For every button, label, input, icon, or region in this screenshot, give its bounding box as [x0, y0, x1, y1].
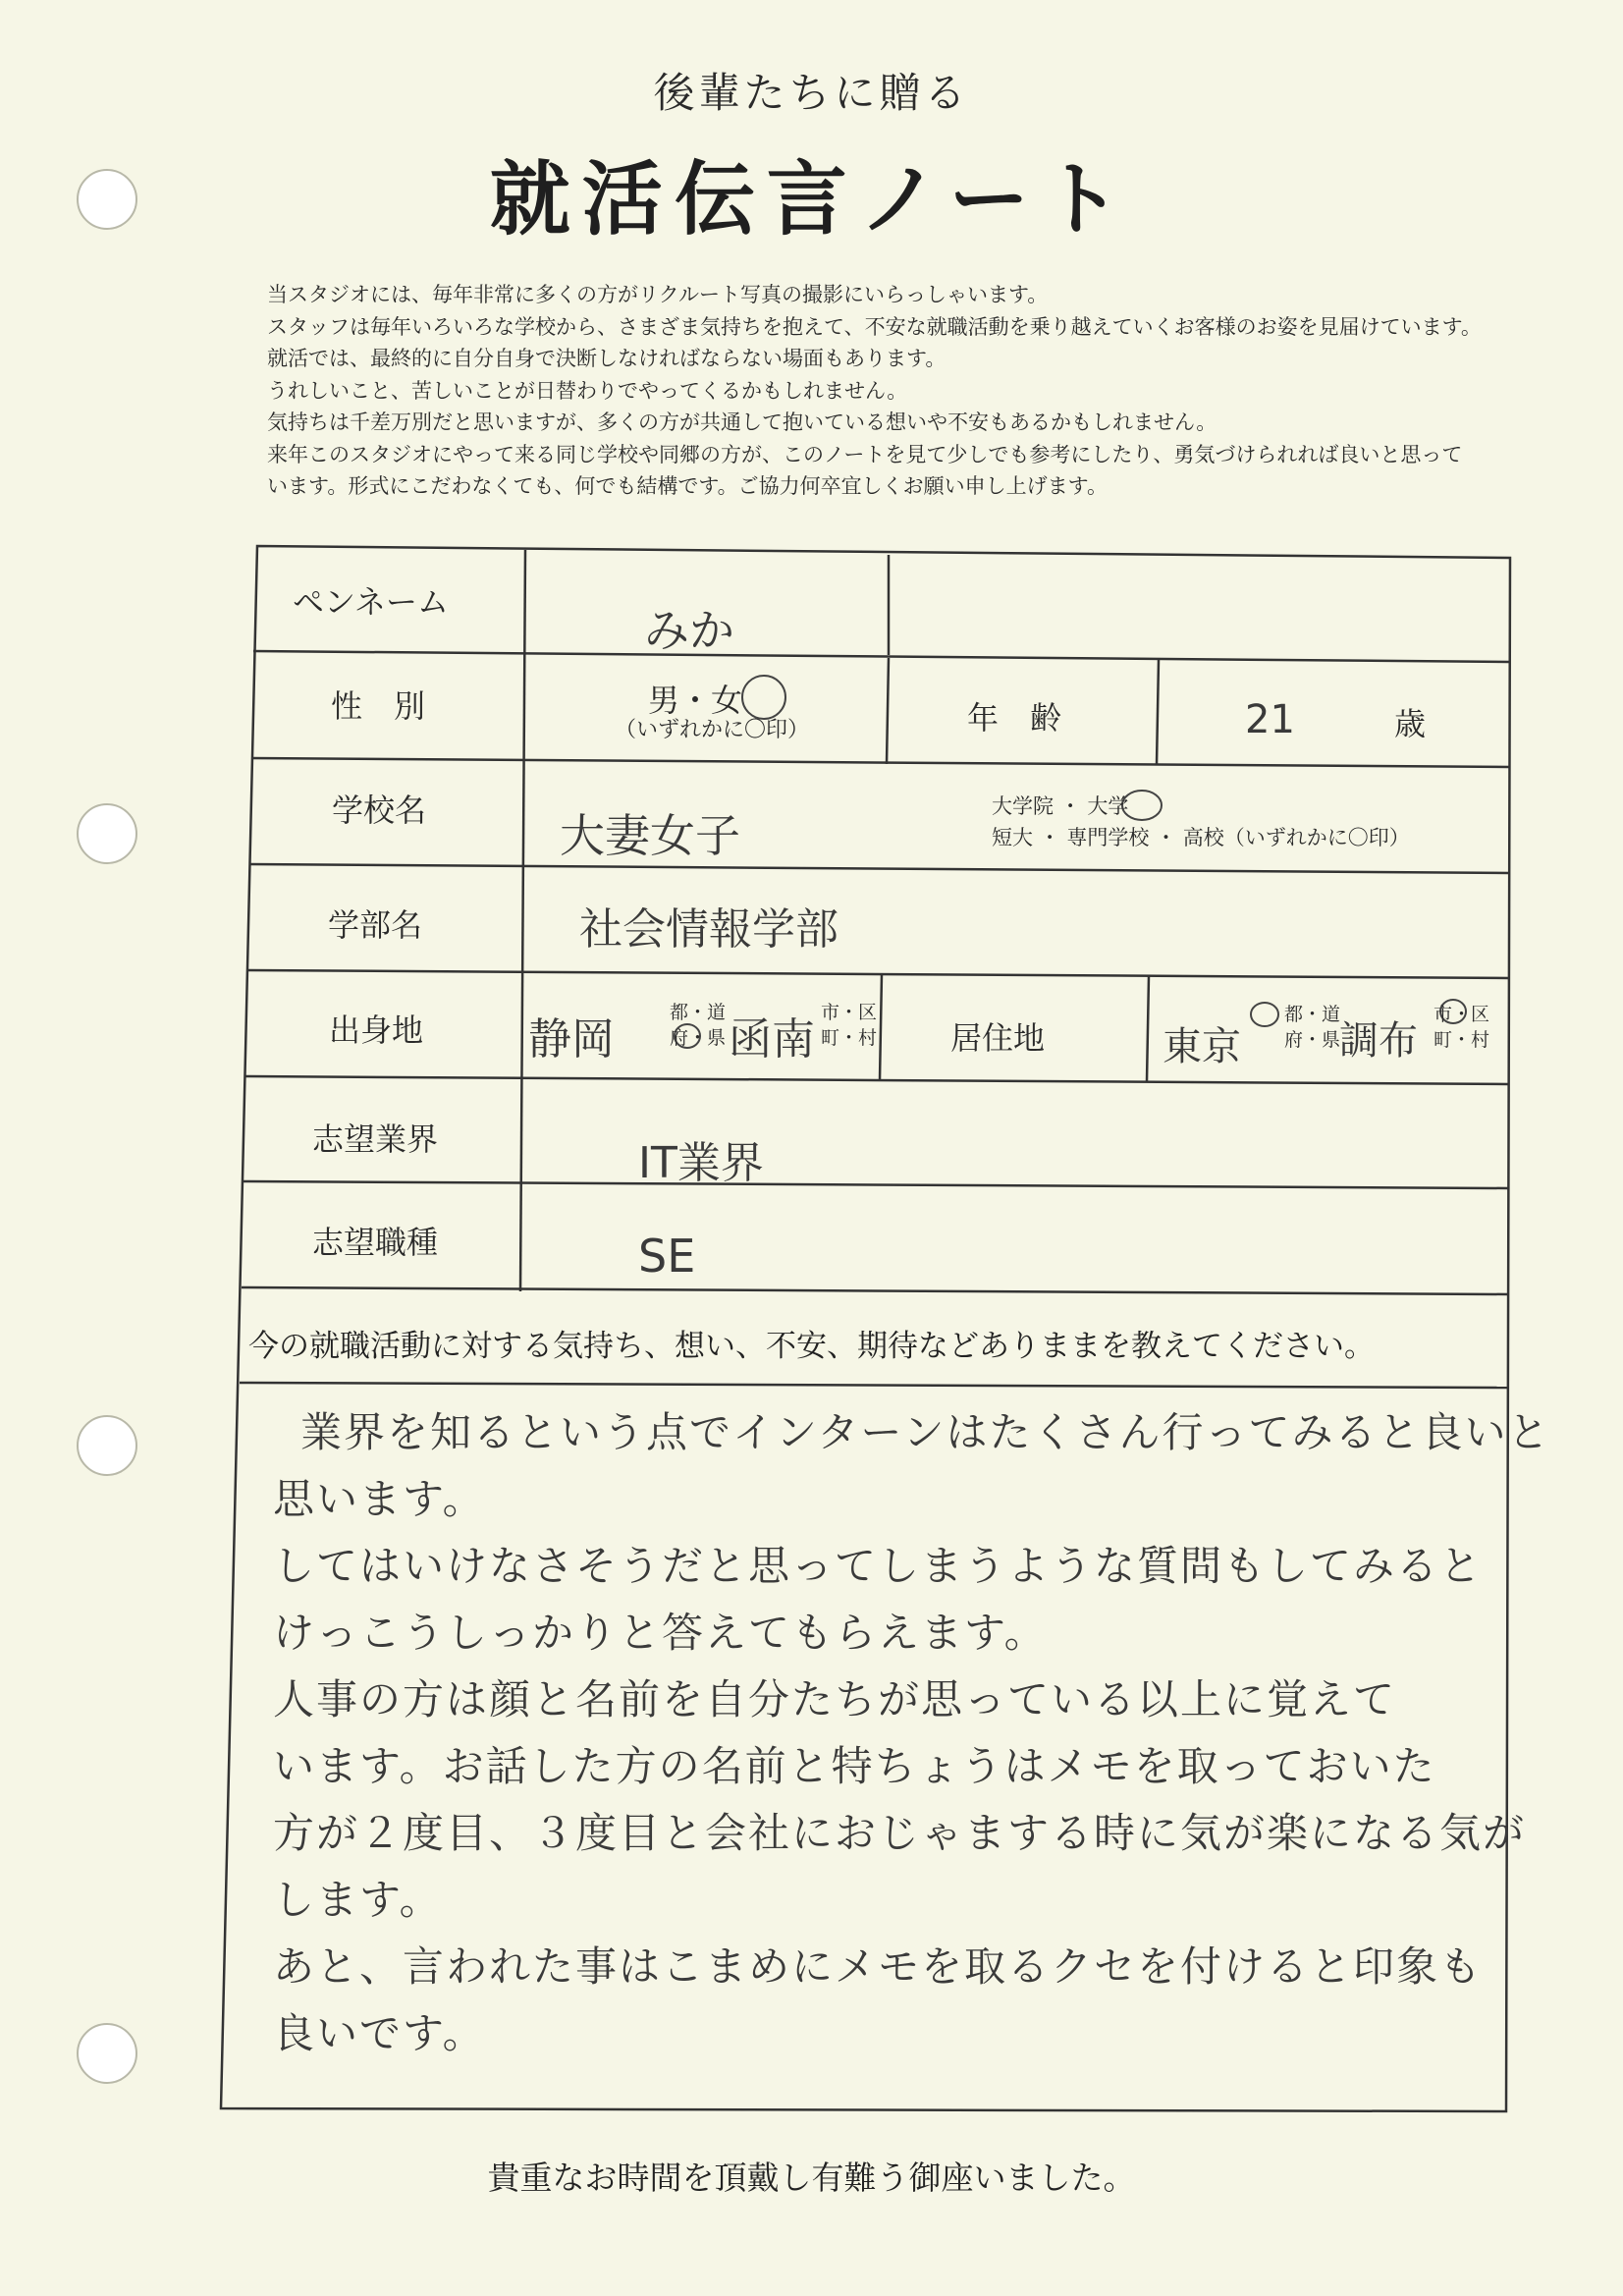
message-line: います。お話した方の名前と特ちょうはメモを取っておいた: [273, 1742, 1436, 1790]
job-value: SE: [638, 1230, 696, 1283]
intro-line: 就活では、最終的に自分自身で決断しなければならない場面もあります。: [267, 347, 947, 370]
school-types-line2: 短大 ・ 専門学校 ・ 高校（いずれかに〇印）: [992, 826, 1410, 849]
intro-line: スタッフは毎年いろいろな学校から、さまざま気持ちを抱えて、不安な就職活動を乗り越えていくお客様のお姿を見届けています。: [267, 314, 1482, 339]
penname-value: みか: [644, 604, 734, 657]
intro-line: 当スタジオには、毎年非常に多くの方がリクルート写真の撮影にいらっしゃいます。: [267, 283, 1049, 306]
penname-label: ペンネーム: [293, 583, 450, 621]
residence-pref-suffix-2: 府・県: [1284, 1029, 1341, 1051]
message-line: 思います。: [273, 1475, 486, 1523]
industry-value: IT業界: [638, 1138, 764, 1188]
message-line: します。: [273, 1876, 443, 1924]
faculty-label: 学部名: [328, 906, 423, 944]
job-label: 志望職種: [312, 1224, 439, 1261]
birthplace-city-suffix-2: 町・村: [821, 1027, 878, 1049]
birthplace-pref: 静岡: [528, 1014, 615, 1065]
page-title: 就活伝言ノート: [489, 153, 1134, 246]
industry-label: 志望業界: [312, 1121, 439, 1158]
message-line: 良いです。: [273, 2009, 486, 2057]
message-line: けっこうしっかりと答えてもらえます。: [273, 1609, 1048, 1657]
school-label: 学校名: [332, 792, 427, 829]
gender-note: （いずれかに〇印）: [615, 718, 810, 742]
residence-city-suffix-2: 町・村: [1434, 1029, 1490, 1051]
school-types-line1: 大学院 ・ 大学: [992, 794, 1129, 818]
message-prompt: 今の就職活動に対する気持ち、想い、不安、期待などありままを教えてください。: [248, 1329, 1375, 1364]
school-value: 大妻女子: [560, 809, 740, 862]
birthplace-city-suffix: [821, 1000, 877, 1051]
birthplace-pref-suffix-1: 都・道: [670, 1002, 727, 1023]
residence-city-suffix-1: 市・区: [1434, 1004, 1490, 1025]
birthplace-city-suffix-1: 市・区: [821, 1002, 878, 1023]
faculty-value: 社会情報学部: [579, 904, 839, 955]
intro-line: 来年このスタジオにやって来る同じ学校や同郷の方が、このノートを見て少しでも参考にしたり、勇気づけられれば良いと思って: [267, 442, 1463, 466]
age-value: 21: [1245, 697, 1295, 742]
age-unit: 歳: [1394, 705, 1427, 742]
residence-city: 調布: [1339, 1018, 1418, 1064]
gender-options: 男・女: [648, 682, 743, 719]
footer-thanks: 貴重なお時間を頂戴し有難う御座いました。: [487, 2159, 1136, 2197]
residence-pref-suffix-1: 都・道: [1284, 1004, 1341, 1025]
birthplace-pref-suffix: [670, 1000, 726, 1051]
residence-pref: 東京: [1163, 1024, 1241, 1069]
message-line: 方が２度目、３度目と会社におじゃまする時に気が楽になる気が: [273, 1809, 1527, 1857]
message-line: してはいけなさそうだと思ってしまうような質問もしてみると: [273, 1542, 1484, 1590]
age-label: 年 齢: [967, 699, 1062, 737]
message-line: あと、言われた事はこまめにメモを取るクセを付けると印象も: [273, 1942, 1484, 1991]
intro-line: うれしいこと、苦しいことが日替わりでやってくるかもしれません。: [267, 378, 908, 403]
birthplace-city: 函南: [729, 1014, 815, 1065]
message-line: 業界を知るという点でインターンはたくさん行ってみると良いと: [300, 1408, 1551, 1456]
subtitle: 後輩たちに贈る: [653, 69, 970, 117]
intro-line: 気持ちは千差万別だと思いますが、多くの方が共通して抱いている想いや不安もあるかもしれません。: [267, 410, 1217, 434]
gender-label: 性 別: [331, 687, 426, 725]
message-line: 人事の方は顔と名前を自分たちが思っている以上に覚えて: [273, 1675, 1397, 1723]
intro-line: います。形式にこだわなくても、何でも結構です。ご協力何卒宜しくお願い申し上げます。: [267, 474, 1108, 498]
handwritten-message: [273, 1399, 1551, 2067]
birthplace-pref-suffix-2: 府・県: [670, 1027, 727, 1049]
residence-city-suffix: [1434, 1002, 1489, 1053]
residence-label: 居住地: [950, 1019, 1046, 1057]
residence-pref-suffix: [1284, 1002, 1340, 1053]
birthplace-label: 出身地: [329, 1011, 424, 1049]
